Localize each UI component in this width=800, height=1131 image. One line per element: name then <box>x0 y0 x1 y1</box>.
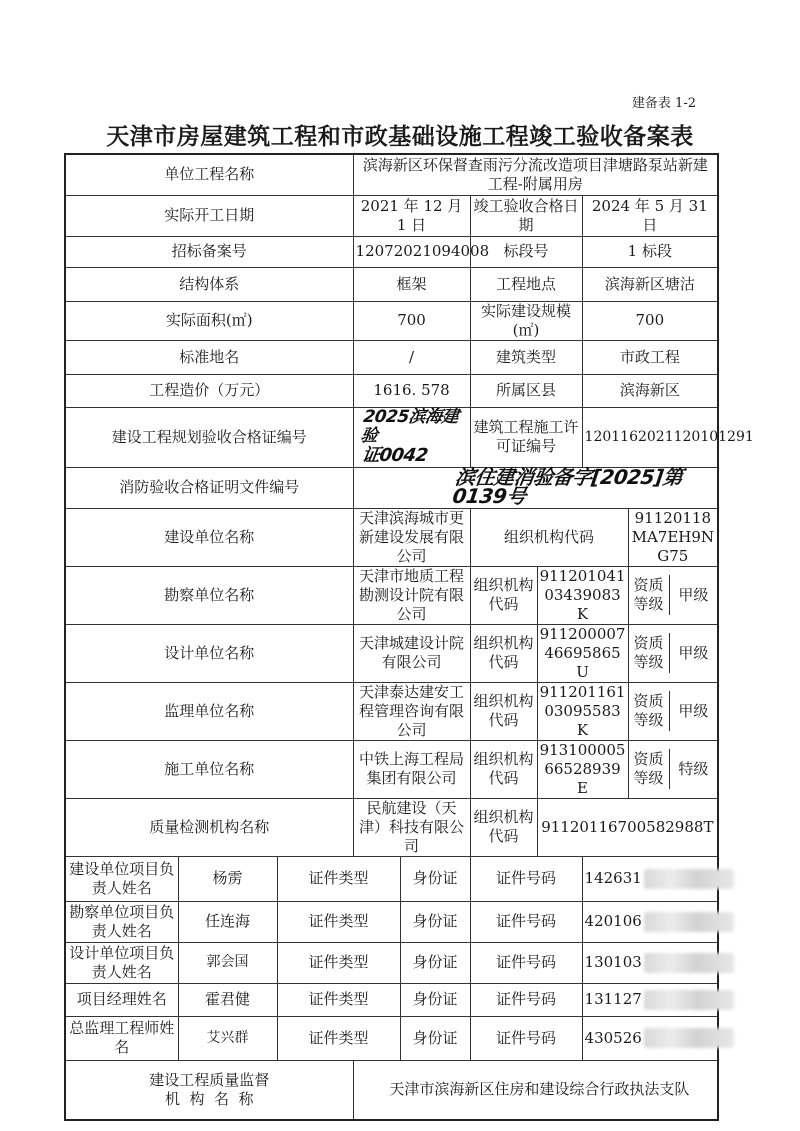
cert-number-label: 证件号码 <box>470 942 582 983</box>
supervision-label-line1: 建设工程质量监督 <box>149 1070 270 1089</box>
supervision-value: 天津市滨海新区住房和建设综合行政执法支队 <box>353 1060 718 1120</box>
grade-cell <box>628 682 718 740</box>
table-row <box>65 301 718 340</box>
grade-cell <box>628 566 718 624</box>
bid-number-label: 招标备案号 <box>65 236 353 267</box>
unit-name: 天津城建设计院有限公司 <box>353 624 470 682</box>
project-name-label: 单位工程名称 <box>65 154 353 195</box>
id-prefix: 130103 <box>584 953 642 971</box>
fire-cert-handwritten: 滨住建消验备字[2025]第0139号 <box>450 464 684 508</box>
table-row <box>65 374 718 407</box>
redaction-mark <box>644 1028 734 1048</box>
unit-label: 建设单位名称 <box>65 508 353 566</box>
org-code-label: 组织机构代码 <box>470 624 537 682</box>
table-row <box>65 340 718 374</box>
cert-type-value: 身份证 <box>400 942 470 983</box>
grade-value: 特级 <box>678 759 709 778</box>
org-code-value: 91120116700582988T <box>537 798 718 856</box>
fire-cert-label: 消防验收合格证明文件编号 <box>65 467 353 508</box>
district-value: 滨海新区 <box>582 374 718 407</box>
table-row <box>65 983 718 1016</box>
org-code-label: 组织机构代码 <box>470 798 537 856</box>
cert-number-label: 证件号码 <box>470 1016 582 1060</box>
fire-cert-value <box>353 464 718 508</box>
unit-name: 天津泰达建安工程管理咨询有限公司 <box>353 682 470 740</box>
landmark-value: / <box>353 340 470 374</box>
acceptance-date-label: 竣工验收合格日期 <box>470 195 582 236</box>
table-row <box>65 901 718 942</box>
table-row <box>65 508 718 566</box>
unit-name: 中铁上海工程局集团有限公司 <box>353 740 470 798</box>
table-row <box>65 236 718 267</box>
grade-cell <box>628 740 718 798</box>
table-row <box>65 1060 718 1120</box>
structure-label: 结构体系 <box>65 267 353 301</box>
cert-number-value <box>582 1016 718 1060</box>
table-row <box>65 798 718 856</box>
permit-label: 建筑工程施工许可证编号 <box>470 407 582 467</box>
cert-type-value: 身份证 <box>400 856 470 901</box>
cert-number-label: 证件号码 <box>470 856 582 901</box>
structure-value: 框架 <box>353 267 470 301</box>
table-row <box>65 856 718 901</box>
grade-value: 甲级 <box>678 585 709 604</box>
org-code-label: 组织机构代码 <box>470 566 537 624</box>
landmark-label: 标准地名 <box>65 340 353 374</box>
table-row <box>65 467 718 508</box>
section-value: 1 标段 <box>582 236 718 267</box>
id-prefix: 131127 <box>584 990 642 1008</box>
cost-label: 工程造价（万元） <box>65 374 353 407</box>
cert-number-value <box>582 983 718 1016</box>
org-code-value: 91120104103439083K <box>537 566 628 624</box>
cert-number-value <box>582 901 718 942</box>
unit-label: 质量检测机构名称 <box>65 798 353 856</box>
table-row <box>65 740 718 798</box>
unit-label: 勘察单位名称 <box>65 566 353 624</box>
scale-value: 700 <box>582 301 718 340</box>
page-title: 天津市房屋建筑工程和市政基础设施工程竣工验收备案表 <box>106 124 694 150</box>
plan-cert-value <box>353 407 470 467</box>
cert-number-label: 证件号码 <box>470 983 582 1016</box>
cert-number-value <box>582 856 718 901</box>
table-row <box>65 942 718 983</box>
form-code: 建备表 1-2 <box>631 96 696 111</box>
id-prefix: 430526 <box>584 1028 642 1047</box>
location-value: 滨海新区塘沽 <box>582 267 718 301</box>
building-type-value: 市政工程 <box>582 340 718 374</box>
permit-value: 1201162021120101291 <box>582 407 718 467</box>
org-code-label: 组织机构代码 <box>470 682 537 740</box>
area-value: 700 <box>353 301 470 340</box>
person-role: 项目经理姓名 <box>65 983 178 1016</box>
building-type-label: 建筑类型 <box>470 340 582 374</box>
org-code-label: 组织机构代码 <box>470 508 628 566</box>
section-label: 标段号 <box>470 236 582 267</box>
person-role: 总监理工程师姓名 <box>65 1016 178 1060</box>
table-row <box>65 1016 718 1060</box>
person-name: 杨雳 <box>178 856 277 901</box>
area-label: 实际面积(㎡) <box>65 301 353 340</box>
grade-value: 甲级 <box>678 643 709 662</box>
location-label: 工程地点 <box>470 267 582 301</box>
table-row <box>65 682 718 740</box>
unit-name: 天津市地质工程勘测设计院有限公司 <box>353 566 470 624</box>
org-code-value: 91120116103095583K <box>537 682 628 740</box>
person-name: 任连海 <box>178 901 277 942</box>
org-code-value: 91310000566528939E <box>537 740 628 798</box>
scale-label: 实际建设规模(㎡) <box>470 301 582 340</box>
cert-type-value: 身份证 <box>400 1016 470 1060</box>
record-table <box>64 153 754 1121</box>
bid-number-value: 12072021094008 <box>353 236 470 267</box>
plan-cert-handwritten-line2: 证0042 <box>360 445 429 466</box>
table-row <box>65 566 718 624</box>
plan-cert-label: 建设工程规划验收合格证编号 <box>65 407 353 467</box>
qualification-label: 资质等级 <box>629 575 670 615</box>
cert-type-label: 证件类型 <box>277 983 400 1016</box>
cost-value: 1616. 578 <box>353 374 470 407</box>
table-row <box>65 624 718 682</box>
id-prefix: 142631 <box>584 869 642 887</box>
redaction-mark <box>644 953 734 973</box>
cert-number-value <box>582 942 718 983</box>
redaction-mark <box>644 912 734 932</box>
person-role: 勘察单位项目负责人姓名 <box>65 901 178 942</box>
table-row <box>65 407 718 467</box>
acceptance-date-value: 2024 年 5 月 31 日 <box>582 195 718 236</box>
qualification-label: 资质等级 <box>629 633 670 673</box>
redaction-mark <box>644 869 734 889</box>
start-date-label: 实际开工日期 <box>65 195 353 236</box>
cert-type-label: 证件类型 <box>277 901 400 942</box>
person-name: 郭会国 <box>178 942 277 983</box>
cert-type-label: 证件类型 <box>277 1016 400 1060</box>
table-row <box>65 267 718 301</box>
qualification-label: 资质等级 <box>629 691 670 731</box>
cert-type-value: 身份证 <box>400 983 470 1016</box>
redaction-mark <box>644 990 734 1010</box>
person-name: 艾兴群 <box>178 1016 277 1060</box>
cert-number-label: 证件号码 <box>470 901 582 942</box>
cert-type-label: 证件类型 <box>277 856 400 901</box>
org-code-label: 组织机构代码 <box>470 740 537 798</box>
cert-type-label: 证件类型 <box>277 942 400 983</box>
person-name: 霍君健 <box>178 983 277 1016</box>
org-code-value: 91120000746695865U <box>537 624 628 682</box>
cert-type-value: 身份证 <box>400 901 470 942</box>
unit-name: 民航建设（天津）科技有限公司 <box>353 798 470 856</box>
project-name-value: 滨海新区环保督查雨污分流改造项目津塘路泵站新建工程-附属用房 <box>353 154 718 195</box>
org-code-value: 91120118MA7EH9NG75 <box>628 508 718 566</box>
person-role: 建设单位项目负责人姓名 <box>65 856 178 901</box>
unit-name: 天津滨海城市更新建设发展有限公司 <box>353 508 470 566</box>
plan-cert-handwritten-line1: 2025滨海建验 <box>358 407 460 446</box>
start-date-value: 2021 年 12 月 1 日 <box>353 195 470 236</box>
supervision-label <box>65 1060 353 1120</box>
unit-label: 施工单位名称 <box>65 740 353 798</box>
unit-label: 监理单位名称 <box>65 682 353 740</box>
person-role: 设计单位项目负责人姓名 <box>65 942 178 983</box>
district-label: 所属区县 <box>470 374 582 407</box>
unit-label: 设计单位名称 <box>65 624 353 682</box>
id-prefix: 420106 <box>584 912 642 930</box>
grade-cell <box>628 624 718 682</box>
qualification-label: 资质等级 <box>629 749 670 789</box>
table-row <box>65 195 718 236</box>
table-row <box>65 154 718 195</box>
supervision-label-line2: 机 构 名 称 <box>164 1089 254 1108</box>
grade-value: 甲级 <box>678 701 709 720</box>
